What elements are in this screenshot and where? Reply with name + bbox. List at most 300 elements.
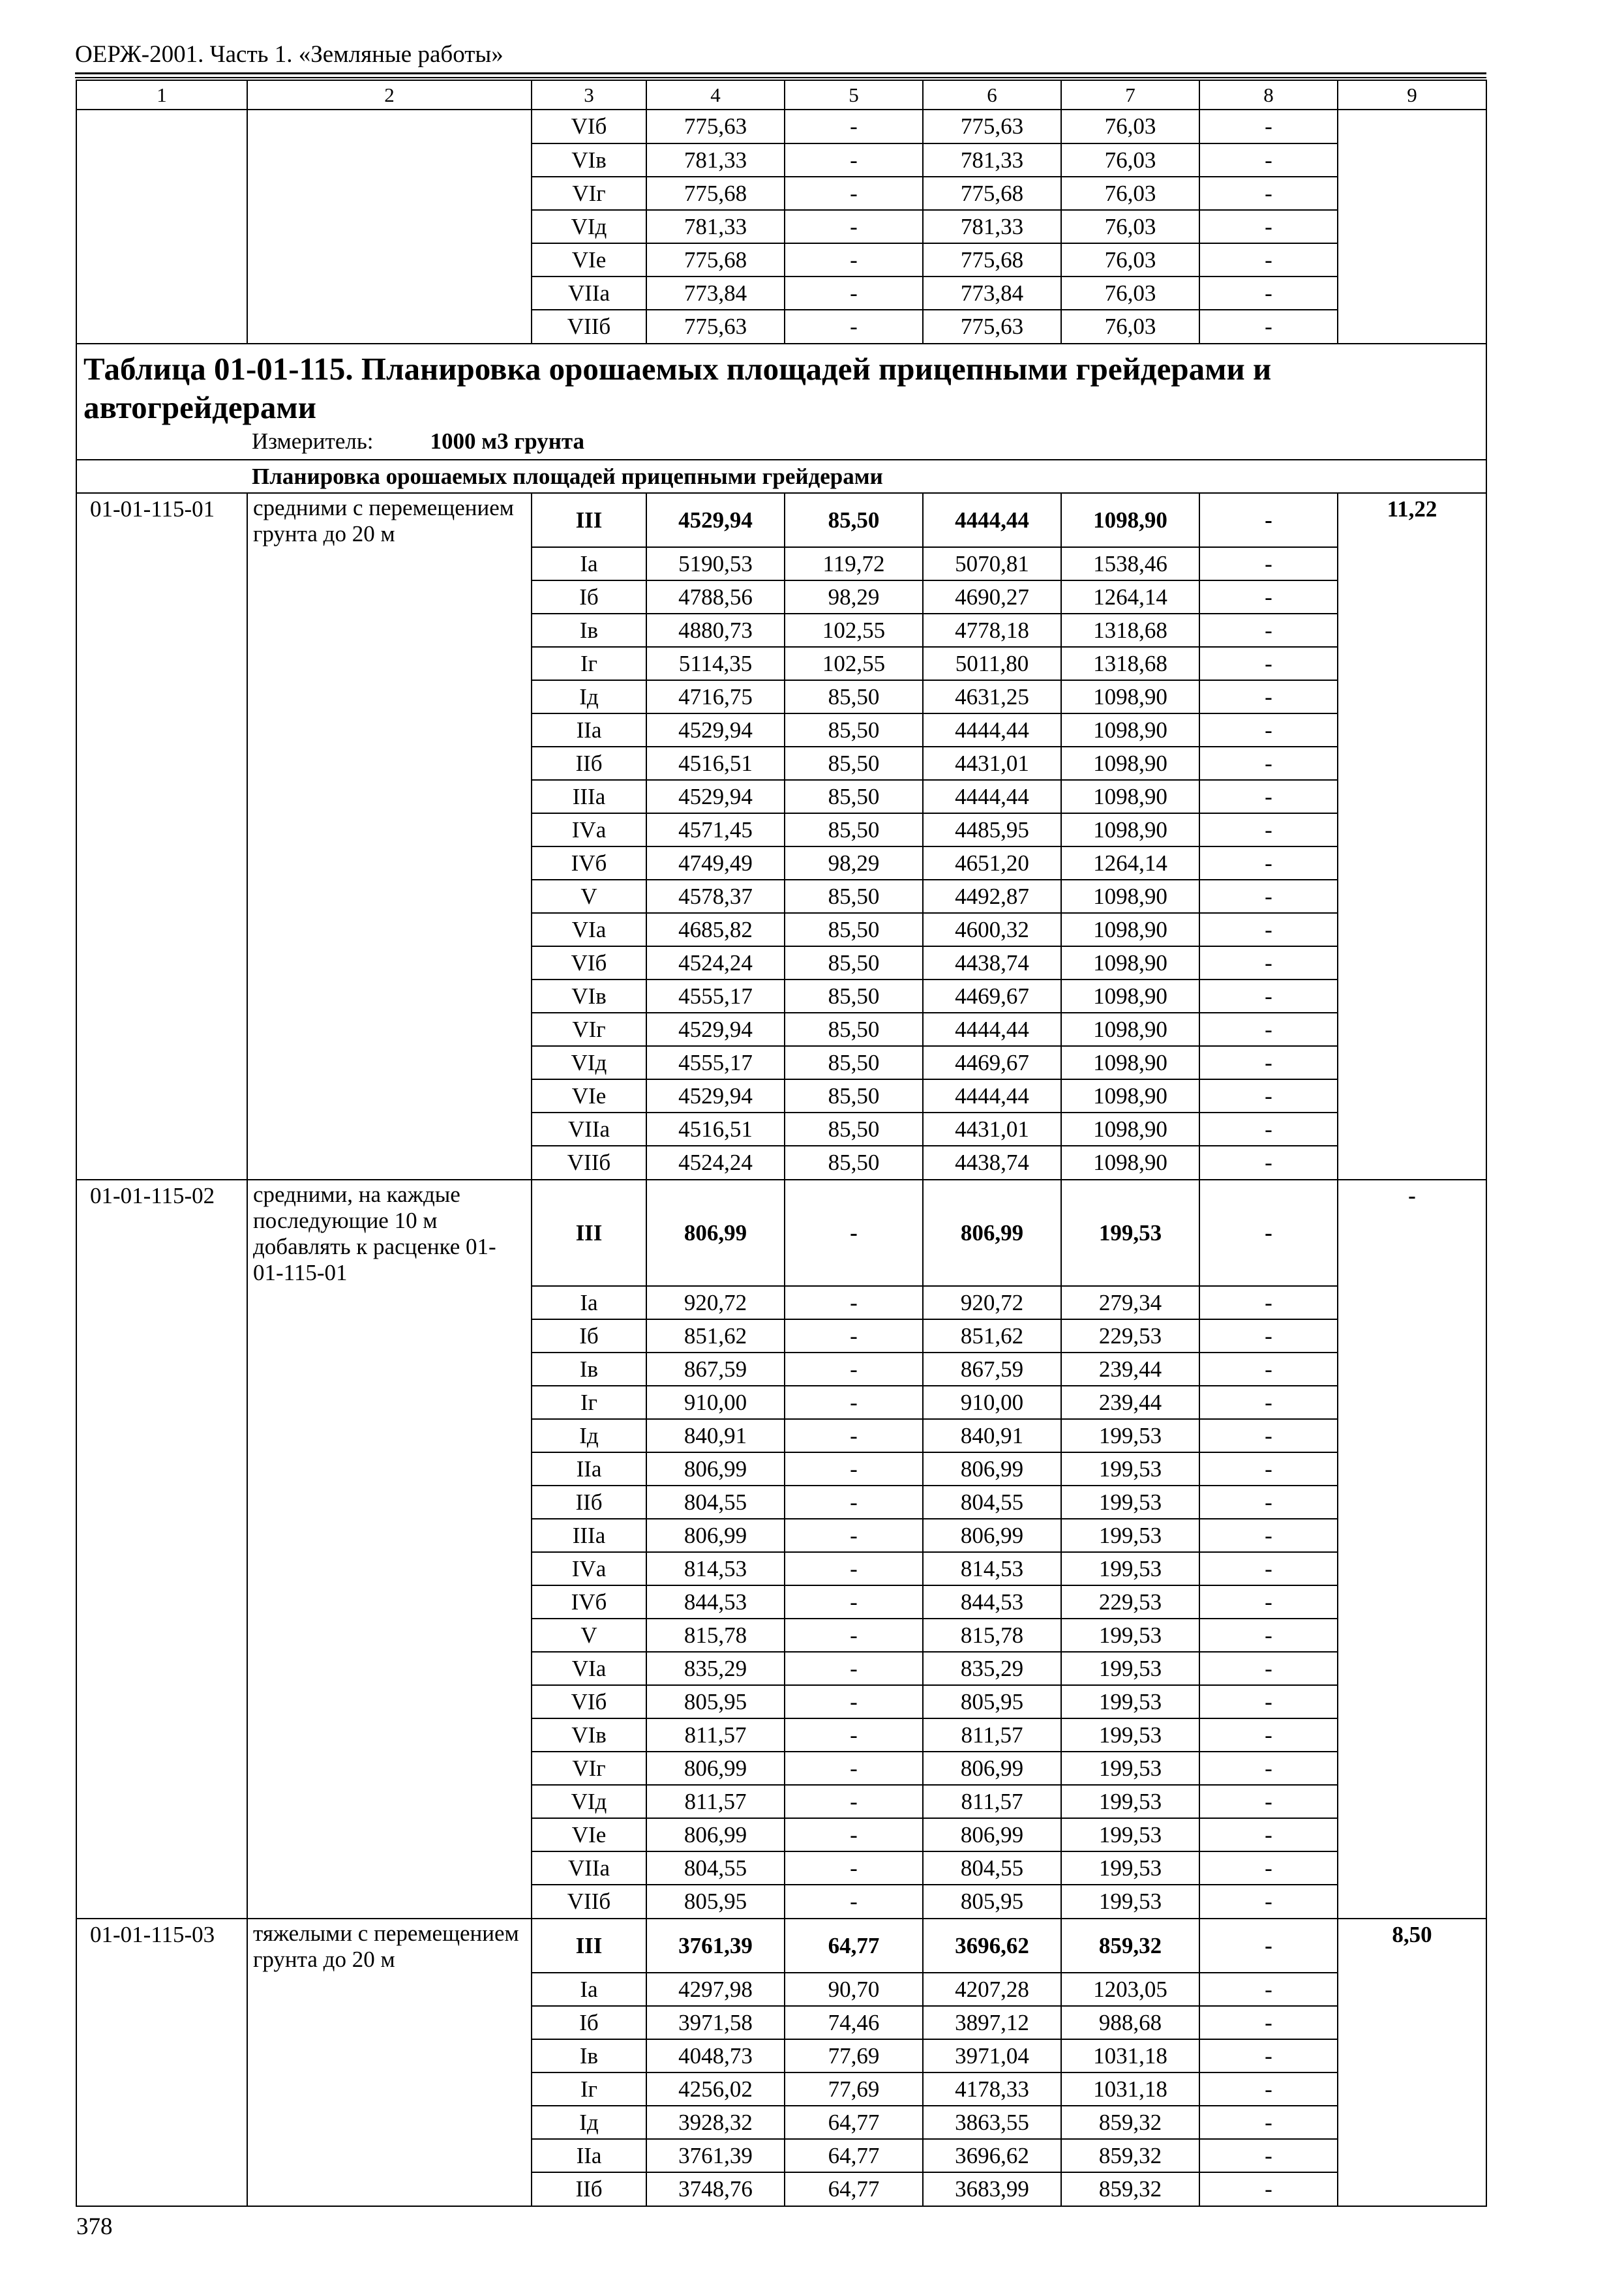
value-cell: 76,03 [1061, 177, 1199, 210]
value-cell: 840,91 [646, 1419, 785, 1452]
name-cell [247, 580, 532, 614]
value-cell: 74,46 [785, 2006, 923, 2039]
value-cell: 4256,02 [646, 2072, 785, 2106]
value-cell: 4469,67 [923, 1046, 1061, 1079]
name-cell [247, 1419, 532, 1452]
value-cell: - [1199, 210, 1338, 243]
value-cell: - [1199, 946, 1338, 980]
table-row [76, 210, 1486, 243]
value-cell: 4438,74 [923, 946, 1061, 980]
code-cell [76, 1046, 247, 1079]
value-cell: 4685,82 [646, 913, 785, 946]
value-cell: - [1199, 493, 1338, 547]
name-cell [247, 1818, 532, 1851]
value-cell: 811,57 [923, 1785, 1061, 1818]
value-cell: 4207,28 [923, 1973, 1061, 2006]
code-cell [76, 243, 247, 277]
value-cell: - [1199, 1519, 1338, 1552]
code-cell [76, 2172, 247, 2206]
value-cell: - [1199, 1146, 1338, 1180]
code-cell [76, 614, 247, 647]
col9-cell [1338, 243, 1486, 277]
name-cell [247, 1718, 532, 1752]
name-cell [247, 614, 532, 647]
value-cell: 239,44 [1061, 1386, 1199, 1419]
table-title-cell [76, 344, 1486, 460]
name-cell [247, 1046, 532, 1079]
value-cell: 4297,98 [646, 1973, 785, 2006]
value-cell: - [1199, 277, 1338, 310]
value-cell: 1318,68 [1061, 647, 1199, 680]
name-cell [247, 310, 532, 344]
value-cell: - [785, 1785, 923, 1818]
name-cell [247, 110, 532, 143]
value-cell: 3748,76 [646, 2172, 785, 2206]
value-cell: 1098,90 [1061, 1046, 1199, 1079]
table-row [76, 1180, 1486, 1286]
col9-cell [1338, 1419, 1486, 1452]
value-cell: III [532, 493, 646, 547]
col9-cell [1338, 1013, 1486, 1046]
value-cell: 811,57 [646, 1785, 785, 1818]
value-cell: - [785, 1851, 923, 1885]
table-row [76, 1585, 1486, 1619]
table-row [76, 1386, 1486, 1419]
table-row [76, 846, 1486, 880]
column-number: 7 [1061, 80, 1199, 110]
name-cell [247, 1486, 532, 1519]
value-cell: - [1199, 1718, 1338, 1752]
table-row [76, 1851, 1486, 1885]
table-row [76, 2039, 1486, 2072]
col9-cell [1338, 1718, 1486, 1752]
col9-cell [1338, 1452, 1486, 1486]
value-cell: Iд [532, 1419, 646, 1452]
table-row [76, 647, 1486, 680]
value-cell: VIб [532, 946, 646, 980]
name-cell [247, 1685, 532, 1718]
value-cell: 1098,90 [1061, 980, 1199, 1013]
value-cell: - [785, 310, 923, 344]
value-cell: - [1199, 880, 1338, 913]
code-cell [76, 1146, 247, 1180]
value-cell: Iа [532, 1286, 646, 1319]
code-cell [76, 1973, 247, 2006]
value-cell: 814,53 [923, 1552, 1061, 1585]
value-cell: 805,95 [646, 1885, 785, 1919]
name-cell [247, 946, 532, 980]
value-cell: 4529,94 [646, 1079, 785, 1113]
name-cell [247, 1146, 532, 1180]
value-cell: 859,32 [1061, 2172, 1199, 2206]
name-cell [247, 1652, 532, 1685]
code-cell [76, 143, 247, 177]
section-title-row [76, 460, 1486, 493]
table-row [76, 614, 1486, 647]
value-cell: 773,84 [923, 277, 1061, 310]
code-cell [76, 277, 247, 310]
col9-cell [1338, 913, 1486, 946]
value-cell: VIв [532, 1718, 646, 1752]
value-cell: IVа [532, 1552, 646, 1585]
table-row [76, 1046, 1486, 1079]
value-cell: 1098,90 [1061, 913, 1199, 946]
value-cell: - [785, 1585, 923, 1619]
value-cell: 85,50 [785, 1013, 923, 1046]
value-cell: 4524,24 [646, 1146, 785, 1180]
name-cell [247, 210, 532, 243]
value-cell: 76,03 [1061, 210, 1199, 243]
value-cell: 806,99 [646, 1752, 785, 1785]
value-cell: Iа [532, 547, 646, 580]
value-cell: 806,99 [923, 1519, 1061, 1552]
name-cell [247, 747, 532, 780]
value-cell: - [1199, 1585, 1338, 1619]
table-row [76, 1319, 1486, 1353]
value-cell: 90,70 [785, 1973, 923, 2006]
value-cell: Iб [532, 2006, 646, 2039]
value-cell: - [1199, 1552, 1338, 1585]
header-rule-thin [75, 77, 1486, 78]
value-cell: 4749,49 [646, 846, 785, 880]
col9-cell [1338, 780, 1486, 813]
table-row [76, 110, 1486, 143]
value-cell: VIе [532, 1079, 646, 1113]
value-cell: 1538,46 [1061, 547, 1199, 580]
value-cell: IIа [532, 713, 646, 747]
code-cell [76, 846, 247, 880]
value-cell: - [1199, 1652, 1338, 1685]
value-cell: 76,03 [1061, 243, 1199, 277]
value-cell: 85,50 [785, 1113, 923, 1146]
work-name: тяжелыми с перемещением грунта до 20 м [247, 1919, 532, 1973]
value-cell: 1264,14 [1061, 580, 1199, 614]
col9-cell [1338, 1585, 1486, 1619]
value-cell: - [1199, 177, 1338, 210]
value-cell: - [1199, 1752, 1338, 1785]
code-cell [76, 1685, 247, 1718]
table-title: Таблица 01-01-115. Планировка орошаемых площадей прицепными грейдерами и автогрейдерами [83, 351, 1272, 425]
value-cell: 5114,35 [646, 647, 785, 680]
value-cell: 199,53 [1061, 1180, 1199, 1286]
col9-cell [1338, 580, 1486, 614]
value-cell: 3897,12 [923, 2006, 1061, 2039]
value-cell: 805,95 [646, 1685, 785, 1718]
code-cell [76, 2039, 247, 2072]
value-cell: 920,72 [646, 1286, 785, 1319]
table-row [76, 1718, 1486, 1752]
name-cell [247, 1353, 532, 1386]
value-cell: Iа [532, 1973, 646, 2006]
value-cell: - [1199, 1619, 1338, 1652]
value-cell: - [785, 110, 923, 143]
table-row [76, 680, 1486, 713]
value-cell: - [1199, 1919, 1338, 1973]
code-cell [76, 1552, 247, 1585]
value-cell: - [1199, 2039, 1338, 2072]
col9-cell [1338, 2006, 1486, 2039]
value-cell: 4690,27 [923, 580, 1061, 614]
code-cell [76, 1519, 247, 1552]
work-name: средними, на каждые последующие 10 м добавлять к расценке 01-01-115-01 [247, 1180, 532, 1286]
value-cell: 4524,24 [646, 946, 785, 980]
value-cell: 279,34 [1061, 1286, 1199, 1319]
table-row [76, 980, 1486, 1013]
value-cell: 85,50 [785, 1046, 923, 1079]
value-cell: - [1199, 1353, 1338, 1386]
name-cell [247, 2006, 532, 2039]
value-cell: 804,55 [923, 1851, 1061, 1885]
code-cell [76, 946, 247, 980]
value-cell: 119,72 [785, 547, 923, 580]
name-cell [247, 1752, 532, 1785]
code-cell [76, 1452, 247, 1486]
name-cell [247, 713, 532, 747]
measure-line [83, 426, 1479, 456]
value-cell: 4600,32 [923, 913, 1061, 946]
col9-cell [1338, 1818, 1486, 1851]
value-cell: 64,77 [785, 2139, 923, 2172]
code-cell [76, 1785, 247, 1818]
value-cell: 4529,94 [646, 713, 785, 747]
col9-cell [1338, 1973, 1486, 2006]
value-cell: 775,63 [646, 310, 785, 344]
value-cell: 775,63 [923, 310, 1061, 344]
value-cell: 229,53 [1061, 1319, 1199, 1353]
value-cell: 239,44 [1061, 1353, 1199, 1386]
value-cell: - [785, 1885, 923, 1919]
value-cell: VIIб [532, 1885, 646, 1919]
name-cell [247, 880, 532, 913]
column-number-row [76, 80, 1486, 110]
table-row [76, 1486, 1486, 1519]
code-cell [76, 880, 247, 913]
col9-cell [1338, 1286, 1486, 1319]
value-cell: VIа [532, 1652, 646, 1685]
value-cell: IIа [532, 2139, 646, 2172]
col9-cell [1338, 1079, 1486, 1113]
value-cell: 4631,25 [923, 680, 1061, 713]
value-cell: 3761,39 [646, 2139, 785, 2172]
value-cell: 85,50 [785, 713, 923, 747]
value-cell: 840,91 [923, 1419, 1061, 1452]
table-row [76, 1552, 1486, 1585]
name-cell [247, 2072, 532, 2106]
value-cell: 64,77 [785, 1919, 923, 1973]
value-cell: 1098,90 [1061, 1146, 1199, 1180]
col9-cell [1338, 1619, 1486, 1652]
code-cell [76, 913, 247, 946]
col9-cell [1338, 1353, 1486, 1386]
value-cell: - [785, 1619, 923, 1652]
value-cell: - [1199, 1386, 1338, 1419]
value-cell: 1098,90 [1061, 780, 1199, 813]
code-cell [76, 1752, 247, 1785]
col9-cell [1338, 813, 1486, 846]
col9-cell [1338, 1552, 1486, 1585]
value-cell: - [1199, 1785, 1338, 1818]
value-cell: - [1199, 1319, 1338, 1353]
labor-value: 11,22 [1338, 493, 1486, 547]
col9-cell [1338, 713, 1486, 747]
value-cell: - [1199, 310, 1338, 344]
code-cell [76, 210, 247, 243]
col9-cell [1338, 880, 1486, 913]
value-cell: - [785, 1353, 923, 1386]
value-cell: 199,53 [1061, 1519, 1199, 1552]
value-cell: 5011,80 [923, 647, 1061, 680]
value-cell: 805,95 [923, 1685, 1061, 1718]
value-cell: 806,99 [646, 1818, 785, 1851]
value-cell: VIIа [532, 1851, 646, 1885]
value-cell: - [1199, 1452, 1338, 1486]
value-cell: 3696,62 [923, 2139, 1061, 2172]
table-row [76, 277, 1486, 310]
col9-cell [1338, 143, 1486, 177]
value-cell: - [1199, 143, 1338, 177]
value-cell: Iв [532, 2039, 646, 2072]
table-row [76, 2172, 1486, 2206]
value-cell: 4431,01 [923, 747, 1061, 780]
value-cell: IIа [532, 1452, 646, 1486]
value-cell: 64,77 [785, 2106, 923, 2139]
value-cell: 806,99 [646, 1180, 785, 1286]
value-cell: IIб [532, 2172, 646, 2206]
col9-cell [1338, 946, 1486, 980]
col9-cell [1338, 1046, 1486, 1079]
value-cell: 4178,33 [923, 2072, 1061, 2106]
table-row [76, 1353, 1486, 1386]
value-cell: 806,99 [923, 1818, 1061, 1851]
code-cell [76, 177, 247, 210]
value-cell: Iд [532, 2106, 646, 2139]
value-cell: 1318,68 [1061, 614, 1199, 647]
value-cell: - [1199, 780, 1338, 813]
value-cell: VIIб [532, 1146, 646, 1180]
value-cell: 804,55 [646, 1486, 785, 1519]
value-cell: VIв [532, 143, 646, 177]
table-row [76, 1818, 1486, 1851]
value-cell: - [1199, 2172, 1338, 2206]
value-cell: 76,03 [1061, 310, 1199, 344]
value-cell: 910,00 [923, 1386, 1061, 1419]
value-cell: 3683,99 [923, 2172, 1061, 2206]
page-number: 378 [76, 2213, 113, 2240]
value-cell: VIг [532, 177, 646, 210]
code-cell [76, 747, 247, 780]
value-cell: 76,03 [1061, 277, 1199, 310]
value-cell: V [532, 1619, 646, 1652]
value-cell: 775,68 [646, 177, 785, 210]
value-cell: 773,84 [646, 277, 785, 310]
value-cell: 102,55 [785, 614, 923, 647]
running-header: ОЕРЖ-2001. Часть 1. «Земляные работы» [75, 41, 504, 68]
value-cell: 4444,44 [923, 713, 1061, 747]
value-cell: 1031,18 [1061, 2039, 1199, 2072]
column-number: 8 [1199, 80, 1338, 110]
table-row [76, 1419, 1486, 1452]
col9-cell [1338, 547, 1486, 580]
value-cell: - [785, 1180, 923, 1286]
value-cell: 77,69 [785, 2072, 923, 2106]
col9-cell [1338, 1386, 1486, 1419]
value-cell: - [1199, 1180, 1338, 1286]
value-cell: Iг [532, 647, 646, 680]
value-cell: Iб [532, 1319, 646, 1353]
value-cell: 85,50 [785, 880, 923, 913]
value-cell: - [785, 1452, 923, 1486]
name-cell [247, 1079, 532, 1113]
code-cell [76, 580, 247, 614]
value-cell: 3928,32 [646, 2106, 785, 2139]
value-cell: VIд [532, 1046, 646, 1079]
value-cell: - [1199, 647, 1338, 680]
value-cell: 4516,51 [646, 747, 785, 780]
value-cell: 85,50 [785, 493, 923, 547]
table-row [76, 310, 1486, 344]
name-cell [247, 177, 532, 210]
col9-cell [1338, 614, 1486, 647]
value-cell: - [1199, 813, 1338, 846]
table-row [76, 813, 1486, 846]
code-cell [76, 680, 247, 713]
code-cell [76, 1818, 247, 1851]
value-cell: - [785, 1386, 923, 1419]
value-cell: - [1199, 2006, 1338, 2039]
value-cell: VIIа [532, 1113, 646, 1146]
value-cell: 98,29 [785, 846, 923, 880]
value-cell: 76,03 [1061, 110, 1199, 143]
name-cell [247, 1113, 532, 1146]
value-cell: 1098,90 [1061, 1013, 1199, 1046]
name-cell [247, 780, 532, 813]
value-cell: 85,50 [785, 747, 923, 780]
value-cell: - [1199, 913, 1338, 946]
code-cell [76, 2139, 247, 2172]
value-cell: 775,63 [923, 110, 1061, 143]
value-cell: 64,77 [785, 2172, 923, 2206]
value-cell: - [785, 1486, 923, 1519]
col9-cell [1338, 680, 1486, 713]
value-cell: 229,53 [1061, 1585, 1199, 1619]
value-cell: 3863,55 [923, 2106, 1061, 2139]
col9-cell [1338, 2139, 1486, 2172]
table-row [76, 1519, 1486, 1552]
name-cell [247, 913, 532, 946]
col9-cell [1338, 747, 1486, 780]
col9-cell [1338, 1785, 1486, 1818]
value-cell: 199,53 [1061, 1552, 1199, 1585]
value-cell: VIв [532, 980, 646, 1013]
table-row [76, 1619, 1486, 1652]
value-cell: 859,32 [1061, 2106, 1199, 2139]
value-cell: - [785, 210, 923, 243]
name-cell [247, 2106, 532, 2139]
value-cell: VIд [532, 1785, 646, 1818]
table-row [76, 1785, 1486, 1818]
value-cell: 199,53 [1061, 1652, 1199, 1685]
table-row [76, 1752, 1486, 1785]
col9-cell [1338, 1652, 1486, 1685]
value-cell: 4555,17 [646, 980, 785, 1013]
section-title: Планировка орошаемых площадей прицепными грейдерами [76, 460, 1486, 493]
value-cell: 4438,74 [923, 1146, 1061, 1180]
col9-cell [1338, 277, 1486, 310]
value-cell: Iв [532, 614, 646, 647]
value-cell: 806,99 [646, 1452, 785, 1486]
value-cell: 4716,75 [646, 680, 785, 713]
name-cell [247, 143, 532, 177]
